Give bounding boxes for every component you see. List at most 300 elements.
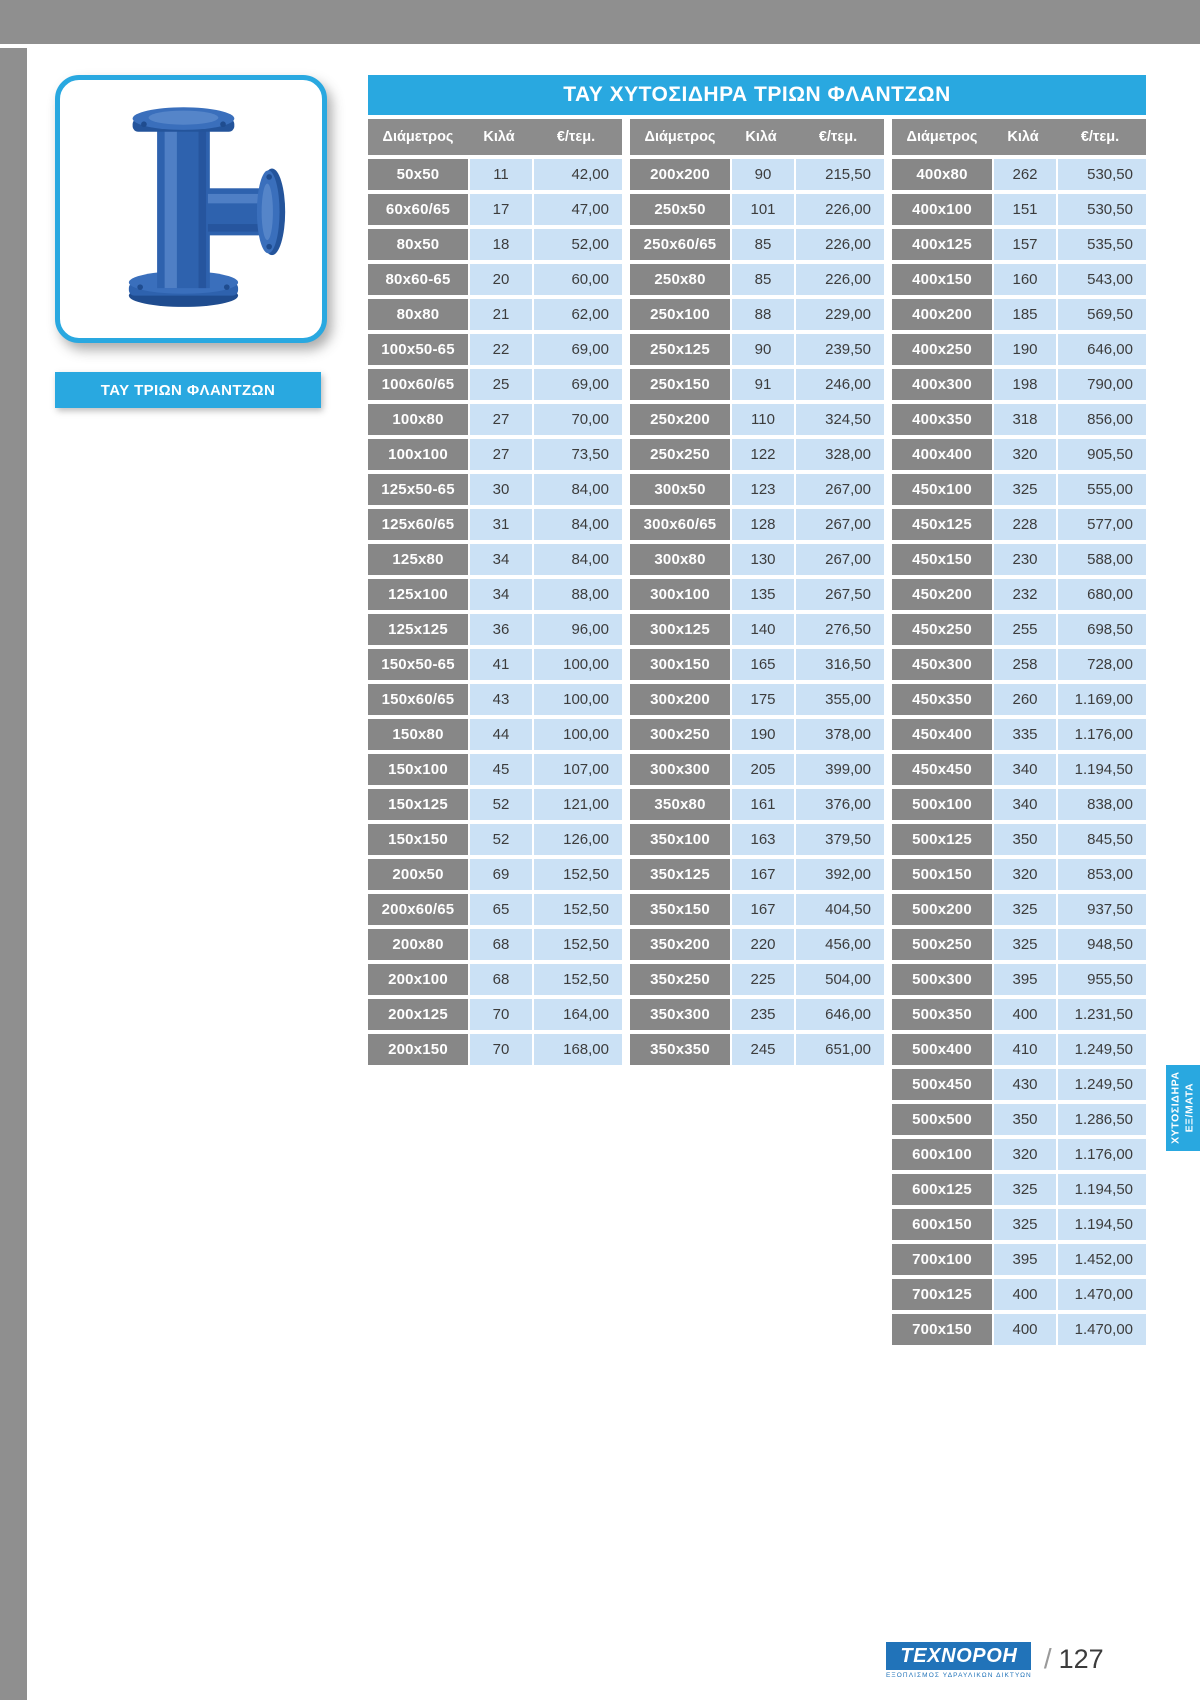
kilos-cell: 320 (994, 1139, 1056, 1170)
kilos-cell: 320 (994, 859, 1056, 890)
price-cell: 164,00 (534, 999, 622, 1030)
kilos-cell: 340 (994, 789, 1056, 820)
kilos-cell: 52 (470, 824, 532, 855)
diameter-cell: 350x350 (630, 1034, 730, 1065)
diameter-cell: 250x200 (630, 404, 730, 435)
table-row (892, 194, 1146, 225)
price-cell: 84,00 (534, 544, 622, 575)
table-row (892, 754, 1146, 785)
table-row (892, 1174, 1146, 1205)
kilos-cell: 175 (732, 684, 794, 715)
table-row (368, 334, 622, 365)
table-row (368, 789, 622, 820)
price-cell: 152,50 (534, 929, 622, 960)
diameter-cell: 350x125 (630, 859, 730, 890)
tee-fitting-image (78, 96, 304, 322)
table-row (630, 824, 884, 855)
price-cell: 948,50 (1058, 929, 1146, 960)
kilos-cell: 320 (994, 439, 1056, 470)
product-photo-card (55, 75, 327, 343)
price-cell: 569,50 (1058, 299, 1146, 330)
table-row (892, 579, 1146, 610)
price-cell: 126,00 (534, 824, 622, 855)
diameter-cell: 500x200 (892, 894, 992, 925)
price-cell: 376,00 (796, 789, 884, 820)
price-cell: 1.470,00 (1058, 1314, 1146, 1345)
price-cell: 404,50 (796, 894, 884, 925)
page-number-block (1044, 1643, 1104, 1675)
price-cell: 267,50 (796, 579, 884, 610)
diameter-cell: 400x400 (892, 439, 992, 470)
diameter-cell: 350x80 (630, 789, 730, 820)
price-cell: 316,50 (796, 649, 884, 680)
price-cell: 530,50 (1058, 159, 1146, 190)
diameter-cell: 500x350 (892, 999, 992, 1030)
kilos-cell: 400 (994, 999, 1056, 1030)
diameter-cell: 350x200 (630, 929, 730, 960)
kilos-cell: 88 (732, 299, 794, 330)
kilos-cell: 85 (732, 229, 794, 260)
price-cell: 680,00 (1058, 579, 1146, 610)
diameter-cell: 80x80 (368, 299, 468, 330)
column-headers (368, 119, 622, 155)
kilos-cell: 350 (994, 1104, 1056, 1135)
table-row (630, 649, 884, 680)
kilos-cell: 20 (470, 264, 532, 295)
kilos-cell: 85 (732, 264, 794, 295)
side-tab-line-2: ΕΞ/ΜΑΤΑ (1183, 1083, 1195, 1133)
price-cell: 905,50 (1058, 439, 1146, 470)
kilos-cell: 11 (470, 159, 532, 190)
kilos-cell: 45 (470, 754, 532, 785)
kilos-cell: 41 (470, 649, 532, 680)
kilos-cell: 101 (732, 194, 794, 225)
diameter-cell: 300x300 (630, 754, 730, 785)
price-cell: 790,00 (1058, 369, 1146, 400)
table-row (892, 159, 1146, 190)
kilos-cell: 31 (470, 509, 532, 540)
price-cell: 121,00 (534, 789, 622, 820)
price-cell: 1.249,50 (1058, 1069, 1146, 1100)
header-price: €/τεμ. (818, 129, 858, 145)
diameter-cell: 450x200 (892, 579, 992, 610)
diameter-cell: 200x50 (368, 859, 468, 890)
price-cell: 42,00 (534, 159, 622, 190)
diameter-cell: 250x125 (630, 334, 730, 365)
price-cell: 328,00 (796, 439, 884, 470)
header-diameter: Διάμετρος (644, 129, 716, 145)
price-cell: 267,00 (796, 544, 884, 575)
table-row (368, 649, 622, 680)
price-cell: 1.169,00 (1058, 684, 1146, 715)
table-row (892, 999, 1146, 1030)
price-cell: 52,00 (534, 229, 622, 260)
product-label: ΤΑΥ ΤΡΙΩΝ ΦΛΑΝΤΖΩΝ (55, 372, 321, 408)
price-cell: 535,50 (1058, 229, 1146, 260)
column-headers (630, 119, 884, 155)
price-cell: 70,00 (534, 404, 622, 435)
diameter-cell: 125x80 (368, 544, 468, 575)
table-row (630, 859, 884, 890)
diameter-cell: 500x150 (892, 859, 992, 890)
price-cell: 152,50 (534, 964, 622, 995)
table-row (630, 194, 884, 225)
kilos-cell: 260 (994, 684, 1056, 715)
diameter-cell: 200x150 (368, 1034, 468, 1065)
diameter-cell: 400x150 (892, 264, 992, 295)
price-cell: 246,00 (796, 369, 884, 400)
table-rows-group-1 (368, 159, 622, 1065)
price-cell: 226,00 (796, 194, 884, 225)
table-row (368, 194, 622, 225)
table-row (892, 404, 1146, 435)
table-row (630, 789, 884, 820)
table-row (892, 229, 1146, 260)
table-row (892, 684, 1146, 715)
table-row (630, 1034, 884, 1065)
diameter-cell: 400x100 (892, 194, 992, 225)
table-row (892, 1209, 1146, 1240)
price-cell: 378,00 (796, 719, 884, 750)
table-row (630, 264, 884, 295)
kilos-cell: 163 (732, 824, 794, 855)
price-cell: 226,00 (796, 264, 884, 295)
price-cell: 73,50 (534, 439, 622, 470)
price-cell: 69,00 (534, 369, 622, 400)
table-row (630, 439, 884, 470)
diameter-cell: 400x300 (892, 369, 992, 400)
kilos-cell: 167 (732, 859, 794, 890)
price-cell: 646,00 (796, 999, 884, 1030)
side-tab-line-1: ΧΥΤΟΣΙΔΗΡΑ (1169, 1071, 1182, 1145)
table-row (368, 684, 622, 715)
diameter-cell: 600x100 (892, 1139, 992, 1170)
price-cell: 504,00 (796, 964, 884, 995)
kilos-cell: 18 (470, 229, 532, 260)
kilos-cell: 258 (994, 649, 1056, 680)
diameter-cell: 250x80 (630, 264, 730, 295)
diameter-cell: 100x60/65 (368, 369, 468, 400)
price-cell: 226,00 (796, 229, 884, 260)
column-headers (892, 119, 1146, 155)
table-row (368, 1034, 622, 1065)
price-cell: 355,00 (796, 684, 884, 715)
section-side-tab (1166, 1065, 1200, 1151)
table-row (368, 229, 622, 260)
table-row (630, 369, 884, 400)
table-row (368, 544, 622, 575)
diameter-cell: 450x350 (892, 684, 992, 715)
kilos-cell: 395 (994, 964, 1056, 995)
kilos-cell: 230 (994, 544, 1056, 575)
table-row (630, 894, 884, 925)
table-row (892, 369, 1146, 400)
kilos-cell: 160 (994, 264, 1056, 295)
price-cell: 728,00 (1058, 649, 1146, 680)
kilos-cell: 34 (470, 544, 532, 575)
price-cell: 845,50 (1058, 824, 1146, 855)
price-cell: 107,00 (534, 754, 622, 785)
diameter-cell: 500x450 (892, 1069, 992, 1100)
table-row (892, 789, 1146, 820)
diameter-cell: 450x250 (892, 614, 992, 645)
table-row (368, 579, 622, 610)
diameter-cell: 100x50-65 (368, 334, 468, 365)
kilos-cell: 325 (994, 929, 1056, 960)
table-row (630, 509, 884, 540)
price-cell: 239,50 (796, 334, 884, 365)
table-row (630, 229, 884, 260)
price-cell: 399,00 (796, 754, 884, 785)
price-cell: 853,00 (1058, 859, 1146, 890)
price-cell: 276,50 (796, 614, 884, 645)
price-cell: 530,50 (1058, 194, 1146, 225)
kilos-cell: 34 (470, 579, 532, 610)
diameter-cell: 300x125 (630, 614, 730, 645)
diameter-cell: 350x150 (630, 894, 730, 925)
kilos-cell: 68 (470, 964, 532, 995)
kilos-cell: 151 (994, 194, 1056, 225)
diameter-cell: 300x200 (630, 684, 730, 715)
table-rows-group-2 (630, 159, 884, 1065)
price-cell: 588,00 (1058, 544, 1146, 575)
diameter-cell: 150x100 (368, 754, 468, 785)
table-row (368, 859, 622, 890)
diameter-cell: 450x300 (892, 649, 992, 680)
kilos-cell: 220 (732, 929, 794, 960)
table-row (630, 754, 884, 785)
diameter-cell: 80x50 (368, 229, 468, 260)
diameter-cell: 125x60/65 (368, 509, 468, 540)
diameter-cell: 450x125 (892, 509, 992, 540)
table-row (630, 299, 884, 330)
brand-logo (886, 1642, 1032, 1679)
kilos-cell: 65 (470, 894, 532, 925)
table-row (368, 614, 622, 645)
page-footer (886, 1642, 1104, 1679)
kilos-cell: 245 (732, 1034, 794, 1065)
diameter-cell: 400x350 (892, 404, 992, 435)
price-cell: 555,00 (1058, 474, 1146, 505)
price-cell: 100,00 (534, 719, 622, 750)
diameter-cell: 500x400 (892, 1034, 992, 1065)
brand-name: ΤΕΧΝΟΡΟΗ (886, 1642, 1031, 1670)
diameter-cell: 250x60/65 (630, 229, 730, 260)
header-diameter: Διάμετρος (906, 129, 978, 145)
table-group-1 (368, 119, 622, 1349)
table-row (892, 299, 1146, 330)
kilos-cell: 122 (732, 439, 794, 470)
price-cell: 1.249,50 (1058, 1034, 1146, 1065)
kilos-cell: 130 (732, 544, 794, 575)
price-cell: 152,50 (534, 894, 622, 925)
kilos-cell: 235 (732, 999, 794, 1030)
table-column-groups (368, 119, 1146, 1349)
price-cell: 392,00 (796, 859, 884, 890)
table-row (892, 824, 1146, 855)
diameter-cell: 100x100 (368, 439, 468, 470)
diameter-cell: 700x125 (892, 1279, 992, 1310)
diameter-cell: 100x80 (368, 404, 468, 435)
kilos-cell: 198 (994, 369, 1056, 400)
header-kilos: Κιλά (745, 129, 777, 145)
price-cell: 838,00 (1058, 789, 1146, 820)
header-diameter: Διάμετρος (382, 129, 454, 145)
diameter-cell: 400x125 (892, 229, 992, 260)
diameter-cell: 200x125 (368, 999, 468, 1030)
header-kilos: Κιλά (483, 129, 515, 145)
diameter-cell: 150x80 (368, 719, 468, 750)
header-kilos: Κιλά (1007, 129, 1039, 145)
price-table (368, 75, 1146, 1349)
table-row (630, 544, 884, 575)
table-row (368, 264, 622, 295)
price-cell: 1.452,00 (1058, 1244, 1146, 1275)
price-cell: 1.470,00 (1058, 1279, 1146, 1310)
diameter-cell: 500x100 (892, 789, 992, 820)
table-row (630, 684, 884, 715)
header-price: €/τεμ. (556, 129, 596, 145)
price-cell: 1.286,50 (1058, 1104, 1146, 1135)
table-row (630, 334, 884, 365)
diameter-cell: 150x125 (368, 789, 468, 820)
kilos-cell: 135 (732, 579, 794, 610)
kilos-cell: 44 (470, 719, 532, 750)
price-cell: 69,00 (534, 334, 622, 365)
diameter-cell: 250x250 (630, 439, 730, 470)
table-row (368, 404, 622, 435)
diameter-cell: 80x60-65 (368, 264, 468, 295)
page-top-border (0, 0, 1200, 44)
diameter-cell: 350x100 (630, 824, 730, 855)
table-row (368, 824, 622, 855)
table-row (892, 649, 1146, 680)
diameter-cell: 50x50 (368, 159, 468, 190)
diameter-cell: 200x100 (368, 964, 468, 995)
price-cell: 229,00 (796, 299, 884, 330)
kilos-cell: 225 (732, 964, 794, 995)
diameter-cell: 125x100 (368, 579, 468, 610)
price-cell: 698,50 (1058, 614, 1146, 645)
diameter-cell: 250x150 (630, 369, 730, 400)
kilos-cell: 128 (732, 509, 794, 540)
price-cell: 84,00 (534, 474, 622, 505)
kilos-cell: 167 (732, 894, 794, 925)
kilos-cell: 161 (732, 789, 794, 820)
kilos-cell: 350 (994, 824, 1056, 855)
price-cell: 215,50 (796, 159, 884, 190)
kilos-cell: 325 (994, 894, 1056, 925)
table-row (630, 614, 884, 645)
kilos-cell: 36 (470, 614, 532, 645)
kilos-cell: 140 (732, 614, 794, 645)
kilos-cell: 325 (994, 1209, 1056, 1240)
table-title: ΤΑΥ ΧΥΤΟΣΙΔΗΡΑ ΤΡΙΩΝ ΦΛΑΝΤΖΩΝ (368, 75, 1146, 115)
kilos-cell: 21 (470, 299, 532, 330)
diameter-cell: 200x80 (368, 929, 468, 960)
kilos-cell: 22 (470, 334, 532, 365)
kilos-cell: 30 (470, 474, 532, 505)
kilos-cell: 340 (994, 754, 1056, 785)
table-row (892, 1314, 1146, 1345)
kilos-cell: 255 (994, 614, 1056, 645)
diameter-cell: 500x500 (892, 1104, 992, 1135)
kilos-cell: 400 (994, 1314, 1056, 1345)
table-row (892, 264, 1146, 295)
kilos-cell: 68 (470, 929, 532, 960)
diameter-cell: 300x150 (630, 649, 730, 680)
table-row (892, 964, 1146, 995)
table-row (368, 754, 622, 785)
diameter-cell: 150x50-65 (368, 649, 468, 680)
price-cell: 324,50 (796, 404, 884, 435)
table-row (630, 404, 884, 435)
diameter-cell: 300x250 (630, 719, 730, 750)
price-cell: 651,00 (796, 1034, 884, 1065)
diameter-cell: 250x100 (630, 299, 730, 330)
kilos-cell: 430 (994, 1069, 1056, 1100)
table-row (892, 1139, 1146, 1170)
table-row (892, 929, 1146, 960)
kilos-cell: 190 (732, 719, 794, 750)
table-row (630, 929, 884, 960)
diameter-cell: 450x100 (892, 474, 992, 505)
page-number-divider: / (1043, 1643, 1052, 1674)
kilos-cell: 123 (732, 474, 794, 505)
price-cell: 47,00 (534, 194, 622, 225)
table-row (892, 474, 1146, 505)
kilos-cell: 17 (470, 194, 532, 225)
table-row (630, 159, 884, 190)
diameter-cell: 450x150 (892, 544, 992, 575)
table-row (892, 719, 1146, 750)
table-row (892, 509, 1146, 540)
diameter-cell: 125x50-65 (368, 474, 468, 505)
kilos-cell: 400 (994, 1279, 1056, 1310)
table-row (630, 579, 884, 610)
price-cell: 379,50 (796, 824, 884, 855)
page-left-border (0, 48, 27, 1700)
price-cell: 577,00 (1058, 509, 1146, 540)
table-row (892, 439, 1146, 470)
table-row (892, 544, 1146, 575)
kilos-cell: 325 (994, 474, 1056, 505)
diameter-cell: 600x150 (892, 1209, 992, 1240)
diameter-cell: 450x400 (892, 719, 992, 750)
price-cell: 955,50 (1058, 964, 1146, 995)
kilos-cell: 205 (732, 754, 794, 785)
kilos-cell: 185 (994, 299, 1056, 330)
diameter-cell: 350x300 (630, 999, 730, 1030)
diameter-cell: 125x125 (368, 614, 468, 645)
kilos-cell: 190 (994, 334, 1056, 365)
table-group-3 (892, 119, 1146, 1349)
table-row (892, 334, 1146, 365)
table-row (368, 894, 622, 925)
kilos-cell: 91 (732, 369, 794, 400)
table-group-2 (630, 119, 884, 1349)
diameter-cell: 700x100 (892, 1244, 992, 1275)
price-cell: 96,00 (534, 614, 622, 645)
table-row (368, 509, 622, 540)
kilos-cell: 335 (994, 719, 1056, 750)
kilos-cell: 70 (470, 999, 532, 1030)
price-cell: 100,00 (534, 684, 622, 715)
kilos-cell: 25 (470, 369, 532, 400)
price-cell: 267,00 (796, 474, 884, 505)
diameter-cell: 600x125 (892, 1174, 992, 1205)
diameter-cell: 60x60/65 (368, 194, 468, 225)
